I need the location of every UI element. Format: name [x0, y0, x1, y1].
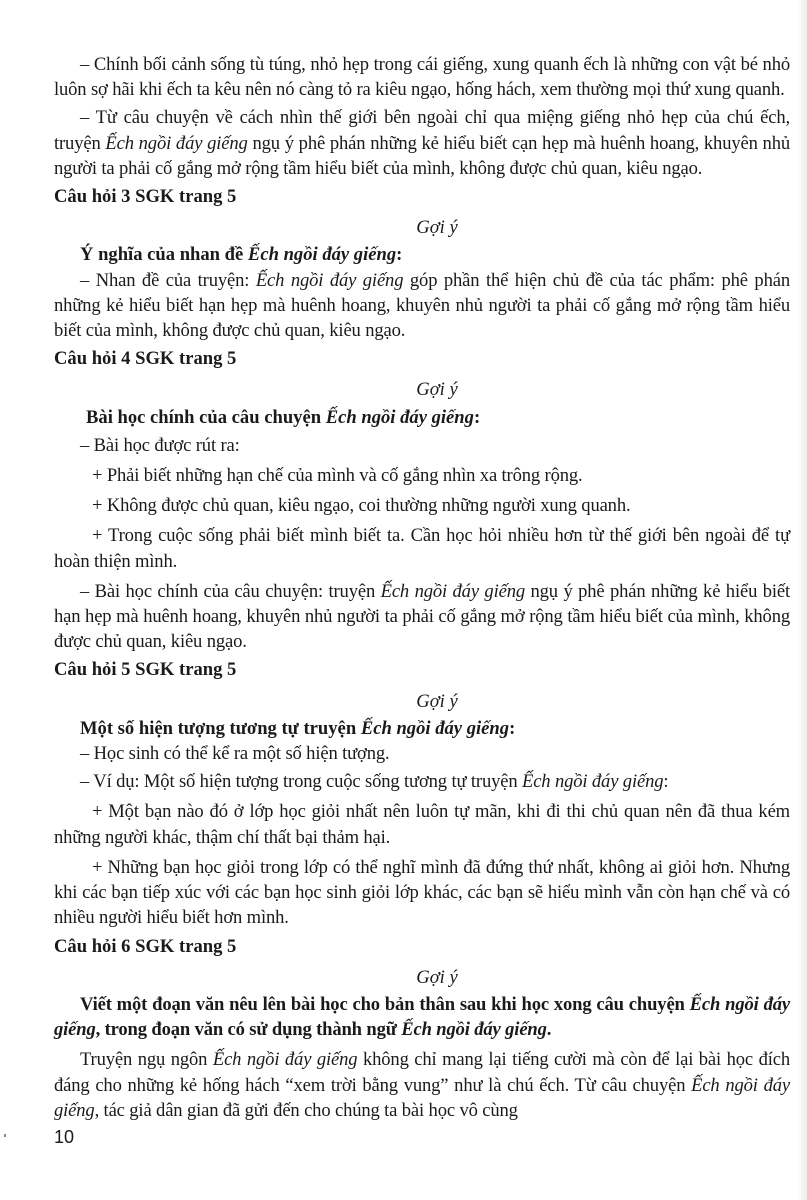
document-page [54, 52, 790, 1123]
text-run: Truyện ngụ ngôn [80, 1049, 213, 1071]
page-number: 10 [54, 1127, 75, 1147]
question-5-bullet: + Một bạn nào đó ở lớp học giỏi nhất nên luôn tự mãn, khi đi thi chủ quan nên đã thua kém những người khác, thậm chí thất bại thảm hại. [54, 801, 790, 848]
story-title: Ếch ngồi đáy giếng [105, 132, 248, 154]
text-run: , tác giả dân gian đã gửi đến cho chúng ta bài học vô cùng [94, 1099, 518, 1121]
question-5-bullet: + Những bạn học giỏi trong lớp có thể nghĩ mình đã đứng thứ nhất, không ai giỏi hơn. Nhưng khi các bạn tiếp xúc với các bạn học sinh giỏi lớp khác, các bạn sẽ hiểu mình vẫn còn hạn chế và có nhiều người hiểu biết hơn mình. [54, 856, 790, 929]
question-5-hint-label: Gợi ý [416, 690, 458, 712]
story-title: Ếch ngồi đáy giếng [360, 717, 510, 739]
text-run: , trong đoạn văn có sử dụng thành ngữ [95, 1019, 402, 1041]
question-4-hint-label: Gợi ý [416, 379, 458, 401]
text-run: Viết một đoạn văn nêu lên bài học cho bản thân sau khi học xong câu chuyện [80, 993, 690, 1015]
story-title: Ếch ngồi đáy giếng [380, 580, 525, 602]
text-run: Một số hiện tượng tương tự truyện [80, 717, 361, 739]
text-run: – Ví dụ: Một số hiện tượng trong cuộc sống tương tự truyện [80, 771, 522, 793]
story-title: Ếch ngồi đáy giếng [325, 406, 474, 428]
text-run: : [473, 406, 481, 428]
question-3-subheading [54, 242, 790, 267]
story-title: Ếch ngồi đáy giếng [54, 993, 790, 1041]
question-6-task [54, 992, 790, 1042]
text-run: : [663, 771, 669, 793]
text-run: – Từ câu chuyện về cách nhìn thế giới bên ngoài chỉ qua miệng giếng nhỏ hẹp của chú ếch, truyện [54, 107, 790, 154]
text-run: không chỉ mang lại tiếng cười mà còn để lại bài học đích đáng cho những kẻ hống hách “xem trời bằng vung” như là chú ếch. Từ câu chuyện [54, 1049, 790, 1096]
story-title: Ếch ngồi đáy giếng [247, 244, 397, 266]
page-edge-shadow [797, 0, 807, 1200]
question-4-bullet: + Không được chủ quan, kiêu ngạo, coi thường những người xung quanh. [92, 495, 631, 517]
question-5-line-2 [54, 769, 790, 794]
question-4-bullet: + Trong cuộc sống phải biết mình biết ta. Cần học hỏi nhiều hơn từ thế giới bên ngoài để tự hoàn thiện mình. [54, 525, 790, 572]
text-run: ngụ ý phê phán những kẻ hiểu biết hạn hẹp mà huênh hoang, khuyên nhủ người ta phải cố gắng mở rộng tầm hiểu biết của mình, không được chủ quan, kiêu ngạo. [54, 580, 791, 653]
text-run: Bài học chính của câu chuyện [86, 406, 326, 428]
question-4-heading: Câu hỏi 4 SGK trang 5 [54, 348, 237, 370]
question-3-hint-label: Gợi ý [416, 217, 458, 239]
scan-speck [4, 1134, 6, 1137]
text-run: : [509, 717, 516, 739]
question-5-heading: Câu hỏi 5 SGK trang 5 [54, 659, 237, 681]
story-title: Ếch ngồi đáy giếng [54, 1074, 790, 1121]
text-run: – Nhan đề của truyện: [80, 269, 256, 291]
question-5-line-1: – Học sinh có thể kể ra một số hiện tượng. [80, 743, 390, 765]
question-6-hint-label: Gợi ý [416, 966, 458, 988]
question-4-summary [54, 579, 790, 655]
story-title: Ếch ngồi đáy giếng [522, 771, 664, 793]
text-run: : [396, 244, 403, 266]
text-run: góp phần thể hiện chủ đề của tác phẩm: phê phán những kẻ hiểu biết hạn hẹp mà huênh hoang, khuyên nhủ người ta phải cố gắng mở rộng tầm hiểu biết của mình, không được chủ quan, kiêu ngạo. [54, 269, 790, 342]
question-6-answer [54, 1047, 790, 1123]
story-title: Ếch ngồi đáy giếng [212, 1049, 358, 1071]
story-title: Ếch ngồi đáy giếng [401, 1019, 547, 1041]
story-title: Ếch ngồi đáy giếng [255, 269, 404, 291]
text-run: – Bài học chính của câu chuyện: truyện [80, 580, 381, 602]
intro-paragraph-2 [54, 105, 790, 181]
question-4-lead: – Bài học được rút ra: [80, 434, 240, 456]
text-run: ngụ ý phê phán những kẻ hiểu biết cạn hẹp mà huênh hoang, khuyên nhủ người ta phải cố gắng mở rộng tầm hiểu biết của mình, không được chủ quan, kiêu ngạo. [54, 132, 790, 179]
text-run: Ý nghĩa của nhan đề [80, 244, 248, 266]
question-4-subheading [54, 405, 790, 430]
intro-paragraph-1: – Chính bối cảnh sống tù túng, nhỏ hẹp trong cái giếng, xung quanh ếch là những con vật bé nhỏ luôn sợ hãi khi ếch ta kêu nên nó càng tỏ ra kiêu ngạo, hống hách, xem thường mọi thứ xung quanh. [54, 54, 790, 101]
question-5-subheading [54, 716, 790, 741]
text-run: . [546, 1019, 552, 1041]
question-3-heading: Câu hỏi 3 SGK trang 5 [54, 186, 237, 208]
question-3-answer [54, 268, 790, 344]
question-4-bullet: + Phải biết những hạn chế của mình và cố gắng nhìn xa trông rộng. [92, 465, 583, 487]
question-6-heading: Câu hỏi 6 SGK trang 5 [54, 935, 237, 957]
